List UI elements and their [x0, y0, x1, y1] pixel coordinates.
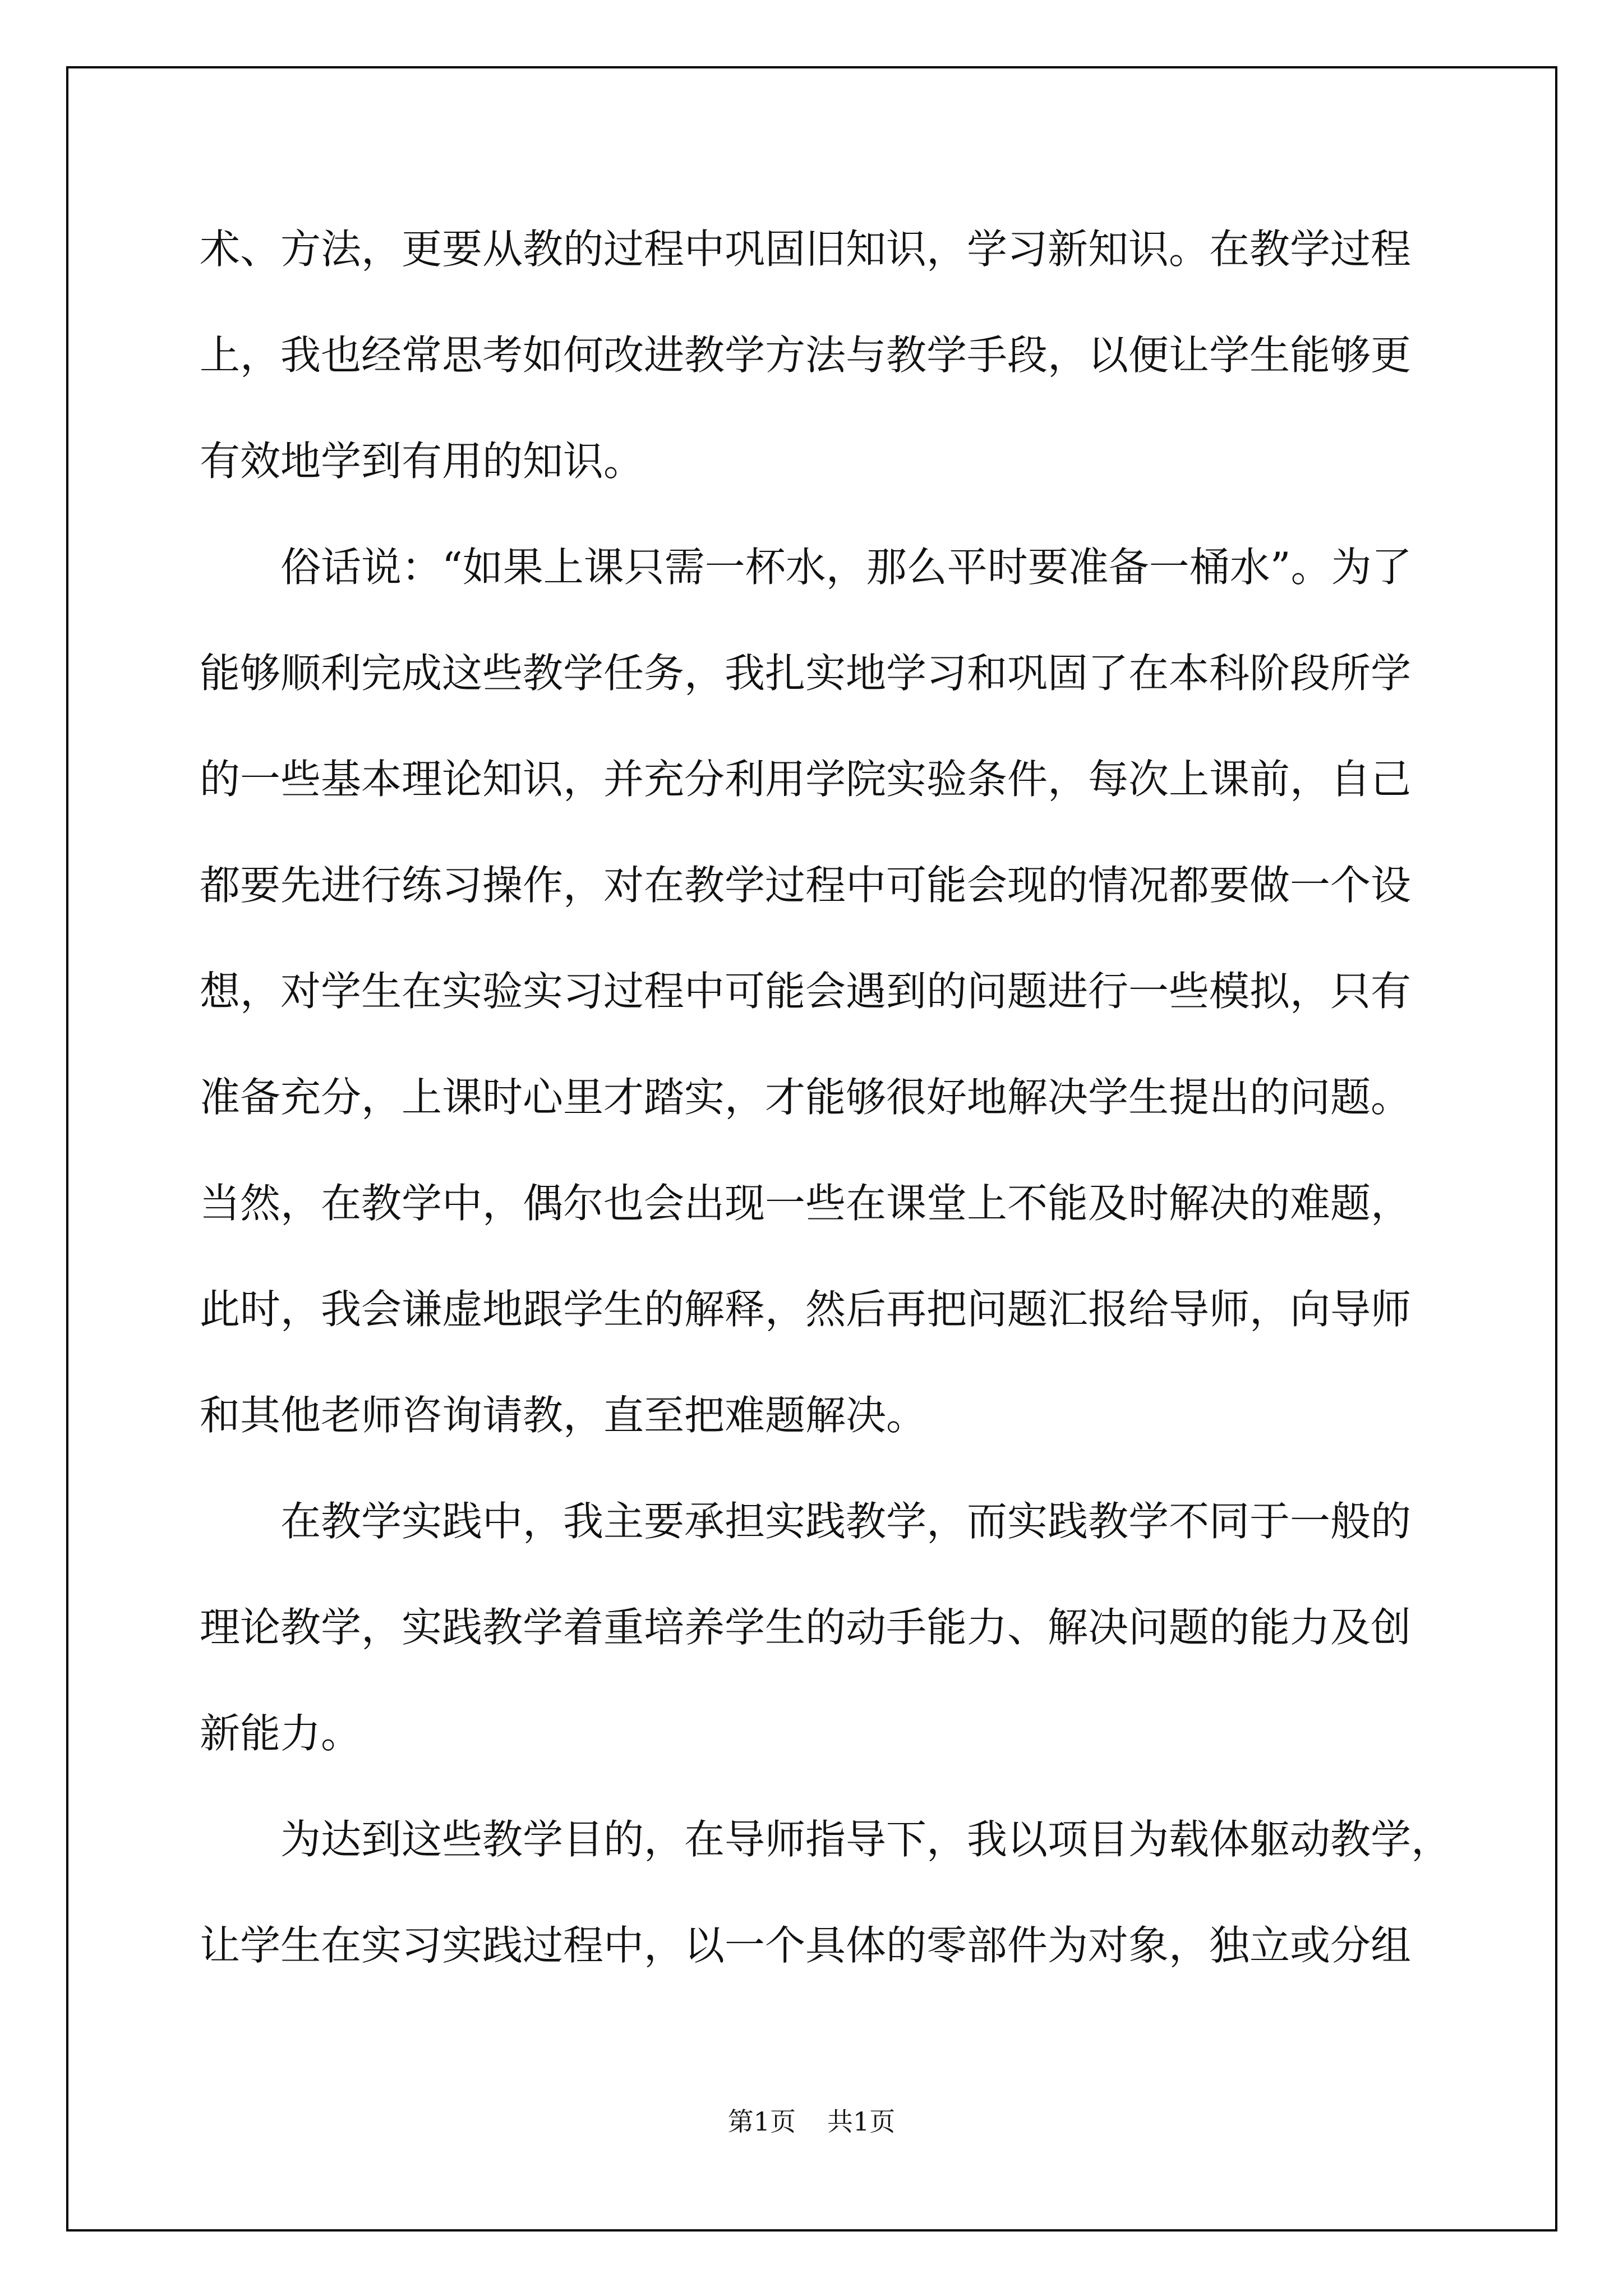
- text-line: 都要先进行练习操作，对在教学过程中可能会现的情况都要做一个设: [200, 862, 1412, 909]
- text-line: 有效地学到有用的知识。: [200, 438, 644, 485]
- paragraph-start-line: 为达到这些教学目的，在导师指导下，我以项目为载体躯动教学，: [280, 1816, 1452, 1863]
- page-number: 第1页: [727, 2106, 796, 2137]
- page-total: 共1页: [827, 2106, 896, 2137]
- text-line: 和其他老师咨询请教，直至把难题解决。: [200, 1392, 927, 1439]
- text-line: 理论教学，实践教学着重培养学生的动手能力、解决问题的能力及创: [200, 1604, 1412, 1651]
- text-line: 准备充分，上课时心里才踏实，才能够很好地解决学生提出的问题。: [200, 1074, 1412, 1121]
- paragraph-start-line: 俗话说：“如果上课只需一杯水，那么平时要准备一桶水”。为了: [280, 544, 1412, 591]
- document-body: [200, 215, 1452, 2018]
- text-line: 能够顺利完成这些教学任务，我扎实地学习和巩固了在本科阶段所学: [200, 650, 1412, 697]
- paragraph-start-line: 在教学实践中，我主要承担实践教学，而实践教学不同于一般的: [280, 1498, 1412, 1545]
- text-line: 的一些基本理论知识，并充分利用学院实验条件，每次上课前，自己: [200, 756, 1412, 803]
- text-line: 让学生在实习实践过程中，以一个具体的零部件为对象，独立或分组: [200, 1922, 1412, 1969]
- text-line: 此时，我会谦虚地跟学生的解释，然后再把问题汇报给导师，向导师: [200, 1286, 1412, 1333]
- text-line: 上，我也经常思考如何改进教学方法与教学手段，以便让学生能够更: [200, 332, 1412, 379]
- text-line: 当然，在教学中，偶尔也会出现一些在课堂上不能及时解决的难题，: [200, 1180, 1412, 1227]
- text-line: 新能力。: [200, 1710, 362, 1757]
- text-line: 想，对学生在实验实习过程中可能会遇到的问题进行一些模拟，只有: [200, 968, 1412, 1015]
- text-line: 术、方法，更要从教的过程中巩固旧知识，学习新知识。在教学过程: [200, 226, 1412, 273]
- page-footer: [0, 2105, 1623, 2138]
